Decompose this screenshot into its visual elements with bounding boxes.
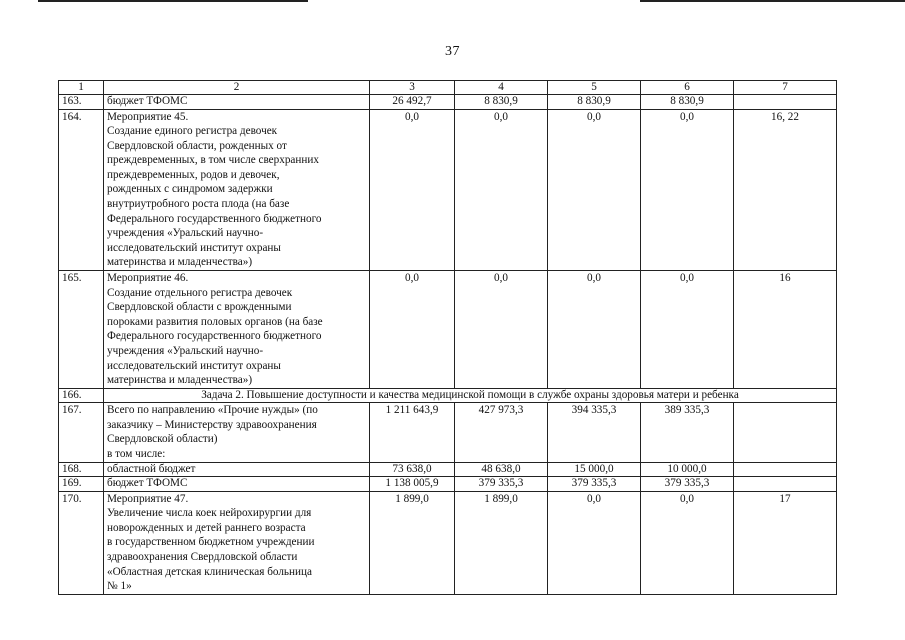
row-description: [104, 403, 370, 462]
description-line: Федерального государственного бюджетного: [107, 330, 322, 343]
target-ref-cell: 16: [734, 271, 837, 389]
description-line: Свердловской области, рожденных от: [107, 139, 287, 152]
column-header: 1: [59, 81, 104, 95]
description-line: Мероприятие 46.: [107, 272, 189, 285]
row-number: 164.: [59, 109, 104, 271]
description-line: в том числе:: [107, 448, 166, 461]
row-description: [104, 491, 370, 594]
description-line: новорожденных и детей раннего возраста: [107, 521, 306, 534]
row-number: 170.: [59, 491, 104, 594]
description-line: Создание единого регистра девочек: [107, 125, 278, 138]
column-header: 5: [548, 81, 641, 95]
description-line: учреждения «Уральский научно-: [107, 227, 264, 240]
description-line: Свердловской области): [107, 433, 218, 446]
amount-cell: 394 335,3: [548, 403, 641, 462]
amount-cell: 1 899,0: [370, 491, 455, 594]
description-line: пороками развития половых органов (на базе: [107, 315, 323, 328]
table-row: [59, 271, 837, 389]
budget-table: [58, 80, 837, 595]
row-description: [104, 109, 370, 271]
description-line: бюджет ТФОМС: [107, 95, 188, 107]
description-line: Свердловской области с врожденными: [107, 301, 292, 314]
description-line: Федерального государственного бюджетного: [107, 212, 322, 225]
target-ref-cell: [734, 477, 837, 492]
row-description: [104, 95, 370, 110]
amount-cell: 1 211 643,9: [370, 403, 455, 462]
description-line: внутриутробного роста плода (на базе: [107, 198, 290, 211]
description-line: Мероприятие 45.: [107, 110, 189, 123]
top-border-line-left: [38, 0, 308, 2]
target-ref-cell: 17: [734, 491, 837, 594]
task-heading: Задача 2. Повышение доступности и качества медицинской помощи в службе охраны здоровья матери и ребенка: [104, 388, 837, 403]
description-line: исследовательский институт охраны: [107, 241, 281, 254]
amount-cell: 26 492,7: [370, 95, 455, 110]
column-header: 2: [104, 81, 370, 95]
row-description: [104, 271, 370, 389]
table-row: [59, 388, 837, 403]
description-line: преждевременных, в том числе сверхранних: [107, 154, 319, 167]
amount-cell: 0,0: [455, 271, 548, 389]
description-line: заказчику – Министерству здравоохранения: [107, 418, 317, 431]
description-line: бюджет ТФОМС: [107, 477, 188, 490]
target-ref-cell: [734, 95, 837, 110]
table-row: [59, 109, 837, 271]
description-line: здравоохранения Свердловской области: [107, 551, 298, 564]
amount-cell: 73 638,0: [370, 462, 455, 477]
amount-cell: 0,0: [641, 491, 734, 594]
amount-cell: 0,0: [641, 271, 734, 389]
amount-cell: 0,0: [548, 491, 641, 594]
amount-cell: 1 138 005,9: [370, 477, 455, 492]
column-header: 4: [455, 81, 548, 95]
column-number-header-row: [59, 81, 837, 95]
page-number: 37: [445, 44, 460, 59]
row-description: [104, 477, 370, 492]
amount-cell: 0,0: [455, 109, 548, 271]
target-ref-cell: [734, 462, 837, 477]
amount-cell: 379 335,3: [641, 477, 734, 492]
table-row: [59, 477, 837, 492]
row-number: 166.: [59, 388, 104, 403]
description-line: рожденных с синдромом задержки: [107, 183, 273, 196]
amount-cell: 8 830,9: [641, 95, 734, 110]
description-line: № 1»: [107, 580, 132, 593]
amount-cell: 0,0: [548, 109, 641, 271]
target-ref-cell: 16, 22: [734, 109, 837, 271]
column-header: 7: [734, 81, 837, 95]
column-header: 6: [641, 81, 734, 95]
description-line: материнства и младенчества»): [107, 256, 253, 269]
table-row: [59, 403, 837, 462]
row-number: 169.: [59, 477, 104, 492]
description-line: материнства и младенчества»): [107, 374, 253, 387]
amount-cell: 389 335,3: [641, 403, 734, 462]
description-line: преждевременных, родов и девочек,: [107, 168, 280, 181]
amount-cell: 1 899,0: [455, 491, 548, 594]
row-number: 163.: [59, 95, 104, 110]
amount-cell: 0,0: [548, 271, 641, 389]
description-line: Мероприятие 47.: [107, 492, 189, 505]
amount-cell: 15 000,0: [548, 462, 641, 477]
table-row: [59, 95, 837, 110]
amount-cell: 8 830,9: [548, 95, 641, 110]
column-header: 3: [370, 81, 455, 95]
amount-cell: 379 335,3: [548, 477, 641, 492]
amount-cell: 0,0: [641, 109, 734, 271]
target-ref-cell: [734, 403, 837, 462]
table-row: [59, 462, 837, 477]
amount-cell: 427 973,3: [455, 403, 548, 462]
description-line: «Областная детская клиническая больница: [107, 565, 312, 578]
row-description: [104, 462, 370, 477]
description-line: областной бюджет: [107, 462, 196, 475]
amount-cell: 48 638,0: [455, 462, 548, 477]
row-number: 167.: [59, 403, 104, 462]
description-line: Всего по направлению «Прочие нужды» (по: [107, 404, 318, 417]
row-number: 168.: [59, 462, 104, 477]
top-border-line-right: [640, 0, 905, 2]
description-line: Создание отдельного регистра девочек: [107, 286, 293, 299]
description-line: в государственном бюджетном учреждении: [107, 536, 315, 549]
description-line: исследовательский институт охраны: [107, 359, 281, 372]
row-number: 165.: [59, 271, 104, 389]
amount-cell: 10 000,0: [641, 462, 734, 477]
amount-cell: 8 830,9: [455, 95, 548, 110]
amount-cell: 0,0: [370, 109, 455, 271]
description-line: Увеличение числа коек нейрохирургии для: [107, 507, 312, 520]
table-row: [59, 491, 837, 594]
description-line: учреждения «Уральский научно-: [107, 345, 264, 357]
amount-cell: 379 335,3: [455, 477, 548, 492]
amount-cell: 0,0: [370, 271, 455, 389]
